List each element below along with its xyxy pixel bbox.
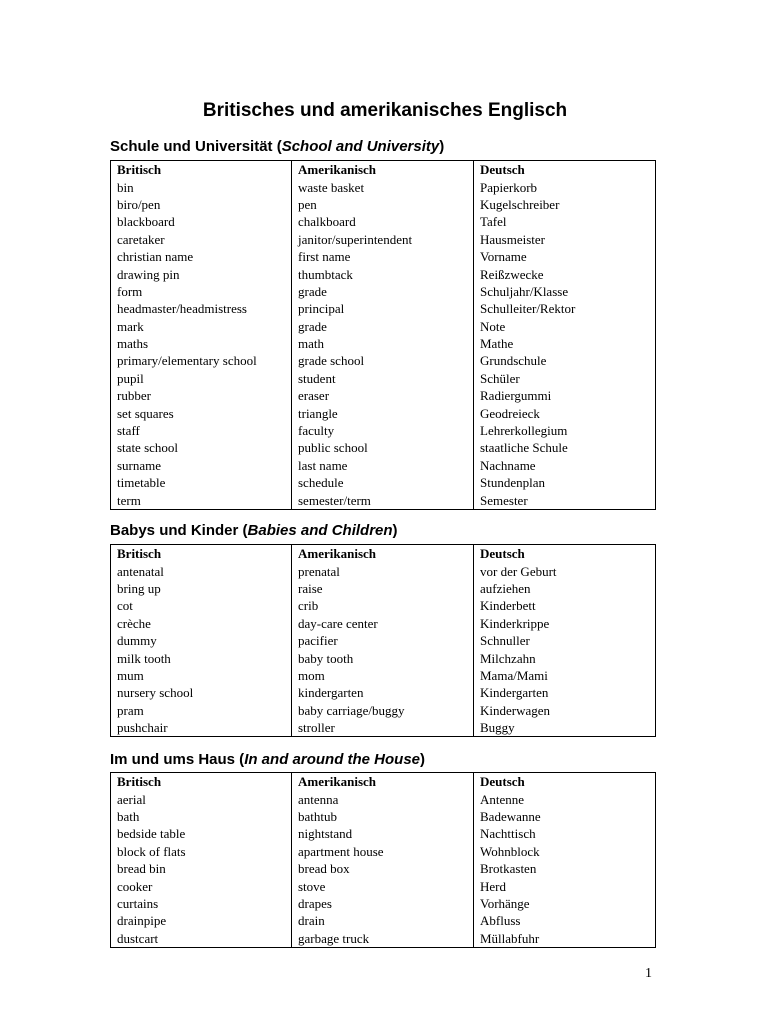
- document-title: Britisches und amerikanisches Englisch: [202, 100, 568, 121]
- cell-american: public school: [292, 439, 474, 456]
- cell-german: Müllabfuhr: [474, 930, 656, 948]
- table-row: [111, 318, 656, 335]
- table-header-row: [111, 161, 656, 179]
- cell-american: eraser: [292, 387, 474, 404]
- cell-american: drapes: [292, 895, 474, 912]
- cell-american: baby tooth: [292, 649, 474, 666]
- cell-american: day-care center: [292, 615, 474, 632]
- table-row: [111, 213, 656, 230]
- cell-british: bread bin: [111, 860, 292, 877]
- cell-german: Tafel: [474, 213, 656, 230]
- cell-british: drainpipe: [111, 912, 292, 929]
- table-row: [111, 702, 656, 719]
- cell-british: timetable: [111, 474, 292, 491]
- cell-american: antenna: [292, 790, 474, 807]
- table-row: [111, 632, 656, 649]
- cell-german: Antenne: [474, 790, 656, 807]
- cell-british: blackboard: [111, 213, 292, 230]
- cell-british: form: [111, 283, 292, 300]
- cell-german: Papierkorb: [474, 178, 656, 195]
- cell-british: caretaker: [111, 231, 292, 248]
- cell-american: triangle: [292, 404, 474, 421]
- table-row: [111, 178, 656, 195]
- cell-german: Reißzwecke: [474, 265, 656, 282]
- cell-american: stove: [292, 877, 474, 894]
- table-row: [111, 335, 656, 352]
- table-row: [111, 562, 656, 579]
- cell-german: Wohnblock: [474, 843, 656, 860]
- cell-british: curtains: [111, 895, 292, 912]
- cell-british: pupil: [111, 370, 292, 387]
- cell-german: Brotkasten: [474, 860, 656, 877]
- cell-american: grade: [292, 318, 474, 335]
- cell-british: milk tooth: [111, 649, 292, 666]
- cell-british: dustcart: [111, 930, 292, 948]
- cell-american: baby carriage/buggy: [292, 702, 474, 719]
- table-row: [111, 283, 656, 300]
- table-row: [111, 457, 656, 474]
- table-row: [111, 370, 656, 387]
- cell-british: bath: [111, 808, 292, 825]
- table-row: [111, 491, 656, 509]
- cell-american: bathtub: [292, 808, 474, 825]
- cell-british: staff: [111, 422, 292, 439]
- cell-british: mark: [111, 318, 292, 335]
- table-row: [111, 597, 656, 614]
- column-header-german: Deutsch: [474, 773, 656, 791]
- cell-british: cooker: [111, 877, 292, 894]
- cell-american: apartment house: [292, 843, 474, 860]
- cell-german: Milchzahn: [474, 649, 656, 666]
- table-row: [111, 615, 656, 632]
- cell-british: nursery school: [111, 684, 292, 701]
- page-number: 1: [645, 966, 652, 981]
- vocab-table-babies: [110, 544, 656, 737]
- cell-british: headmaster/headmistress: [111, 300, 292, 317]
- table-row: [111, 912, 656, 929]
- cell-german: Grundschule: [474, 352, 656, 369]
- cell-american: nightstand: [292, 825, 474, 842]
- vocab-table-house: [110, 772, 656, 948]
- cell-american: pen: [292, 196, 474, 213]
- cell-american: grade school: [292, 352, 474, 369]
- column-header-german: Deutsch: [474, 161, 656, 179]
- table-row: [111, 439, 656, 456]
- cell-british: block of flats: [111, 843, 292, 860]
- table-row: [111, 719, 656, 737]
- cell-british: crèche: [111, 615, 292, 632]
- cell-german: Nachname: [474, 457, 656, 474]
- table-row: [111, 352, 656, 369]
- cell-american: grade: [292, 283, 474, 300]
- cell-american: mom: [292, 667, 474, 684]
- cell-american: schedule: [292, 474, 474, 491]
- column-header-german: Deutsch: [474, 545, 656, 563]
- cell-german: Buggy: [474, 719, 656, 737]
- cell-german: Kindergarten: [474, 684, 656, 701]
- table-row: [111, 196, 656, 213]
- table-header-row: [111, 773, 656, 791]
- cell-american: stroller: [292, 719, 474, 737]
- cell-american: drain: [292, 912, 474, 929]
- cell-british: rubber: [111, 387, 292, 404]
- cell-american: raise: [292, 580, 474, 597]
- cell-german: Schüler: [474, 370, 656, 387]
- cell-german: Mathe: [474, 335, 656, 352]
- cell-british: bin: [111, 178, 292, 195]
- cell-german: Nachttisch: [474, 825, 656, 842]
- column-header-british: Britisch: [111, 161, 292, 179]
- cell-american: pacifier: [292, 632, 474, 649]
- cell-german: Schnuller: [474, 632, 656, 649]
- table-row: [111, 248, 656, 265]
- cell-german: Mama/Mami: [474, 667, 656, 684]
- column-header-american: Amerikanisch: [292, 161, 474, 179]
- cell-german: Semester: [474, 491, 656, 509]
- section-heading-school: Schule und Universität (School and University): [110, 138, 445, 155]
- table-row: [111, 300, 656, 317]
- cell-german: Note: [474, 318, 656, 335]
- cell-american: waste basket: [292, 178, 474, 195]
- table-row: [111, 790, 656, 807]
- table-row: [111, 404, 656, 421]
- cell-german: Herd: [474, 877, 656, 894]
- table-row: [111, 649, 656, 666]
- cell-german: staatliche Schule: [474, 439, 656, 456]
- column-header-british: Britisch: [111, 773, 292, 791]
- cell-british: drawing pin: [111, 265, 292, 282]
- cell-german: Stundenplan: [474, 474, 656, 491]
- table-row: [111, 684, 656, 701]
- cell-american: kindergarten: [292, 684, 474, 701]
- table-row: [111, 474, 656, 491]
- cell-german: Kinderwagen: [474, 702, 656, 719]
- cell-british: term: [111, 491, 292, 509]
- cell-german: Kinderbett: [474, 597, 656, 614]
- cell-british: christian name: [111, 248, 292, 265]
- column-header-american: Amerikanisch: [292, 545, 474, 563]
- cell-british: cot: [111, 597, 292, 614]
- cell-american: bread box: [292, 860, 474, 877]
- table-row: [111, 930, 656, 948]
- table-row: [111, 860, 656, 877]
- table-row: [111, 231, 656, 248]
- cell-german: Schulleiter/Rektor: [474, 300, 656, 317]
- cell-german: vor der Geburt: [474, 562, 656, 579]
- table-row: [111, 843, 656, 860]
- cell-german: Radiergummi: [474, 387, 656, 404]
- cell-british: bring up: [111, 580, 292, 597]
- cell-british: pushchair: [111, 719, 292, 737]
- cell-british: dummy: [111, 632, 292, 649]
- cell-german: Lehrerkollegium: [474, 422, 656, 439]
- cell-american: semester/term: [292, 491, 474, 509]
- cell-british: pram: [111, 702, 292, 719]
- table-row: [111, 667, 656, 684]
- table-row: [111, 387, 656, 404]
- section-heading-babies: Babys und Kinder (Babies and Children): [110, 522, 398, 539]
- cell-american: garbage truck: [292, 930, 474, 948]
- cell-british: set squares: [111, 404, 292, 421]
- cell-american: math: [292, 335, 474, 352]
- table-row: [111, 808, 656, 825]
- cell-american: crib: [292, 597, 474, 614]
- cell-german: Vorhänge: [474, 895, 656, 912]
- cell-british: surname: [111, 457, 292, 474]
- cell-american: prenatal: [292, 562, 474, 579]
- cell-german: Vorname: [474, 248, 656, 265]
- column-header-american: Amerikanisch: [292, 773, 474, 791]
- table-row: [111, 825, 656, 842]
- cell-german: aufziehen: [474, 580, 656, 597]
- cell-american: student: [292, 370, 474, 387]
- cell-american: principal: [292, 300, 474, 317]
- table-row: [111, 895, 656, 912]
- column-header-british: Britisch: [111, 545, 292, 563]
- cell-german: Abfluss: [474, 912, 656, 929]
- cell-british: mum: [111, 667, 292, 684]
- cell-american: thumbtack: [292, 265, 474, 282]
- cell-british: maths: [111, 335, 292, 352]
- section-heading-house: Im und ums Haus (In and around the House): [110, 751, 426, 768]
- table-row: [111, 265, 656, 282]
- cell-american: janitor/superintendent: [292, 231, 474, 248]
- cell-german: Kinderkrippe: [474, 615, 656, 632]
- vocab-table-school: [110, 160, 656, 510]
- table-row: [111, 877, 656, 894]
- cell-american: first name: [292, 248, 474, 265]
- cell-german: Kugelschreiber: [474, 196, 656, 213]
- cell-british: aerial: [111, 790, 292, 807]
- cell-british: biro/pen: [111, 196, 292, 213]
- cell-german: Geodreieck: [474, 404, 656, 421]
- cell-american: last name: [292, 457, 474, 474]
- cell-british: antenatal: [111, 562, 292, 579]
- cell-british: state school: [111, 439, 292, 456]
- cell-german: Hausmeister: [474, 231, 656, 248]
- table-row: [111, 580, 656, 597]
- cell-german: Badewanne: [474, 808, 656, 825]
- table-row: [111, 422, 656, 439]
- cell-german: Schuljahr/Klasse: [474, 283, 656, 300]
- cell-british: bedside table: [111, 825, 292, 842]
- cell-american: faculty: [292, 422, 474, 439]
- table-header-row: [111, 545, 656, 563]
- cell-american: chalkboard: [292, 213, 474, 230]
- cell-british: primary/elementary school: [111, 352, 292, 369]
